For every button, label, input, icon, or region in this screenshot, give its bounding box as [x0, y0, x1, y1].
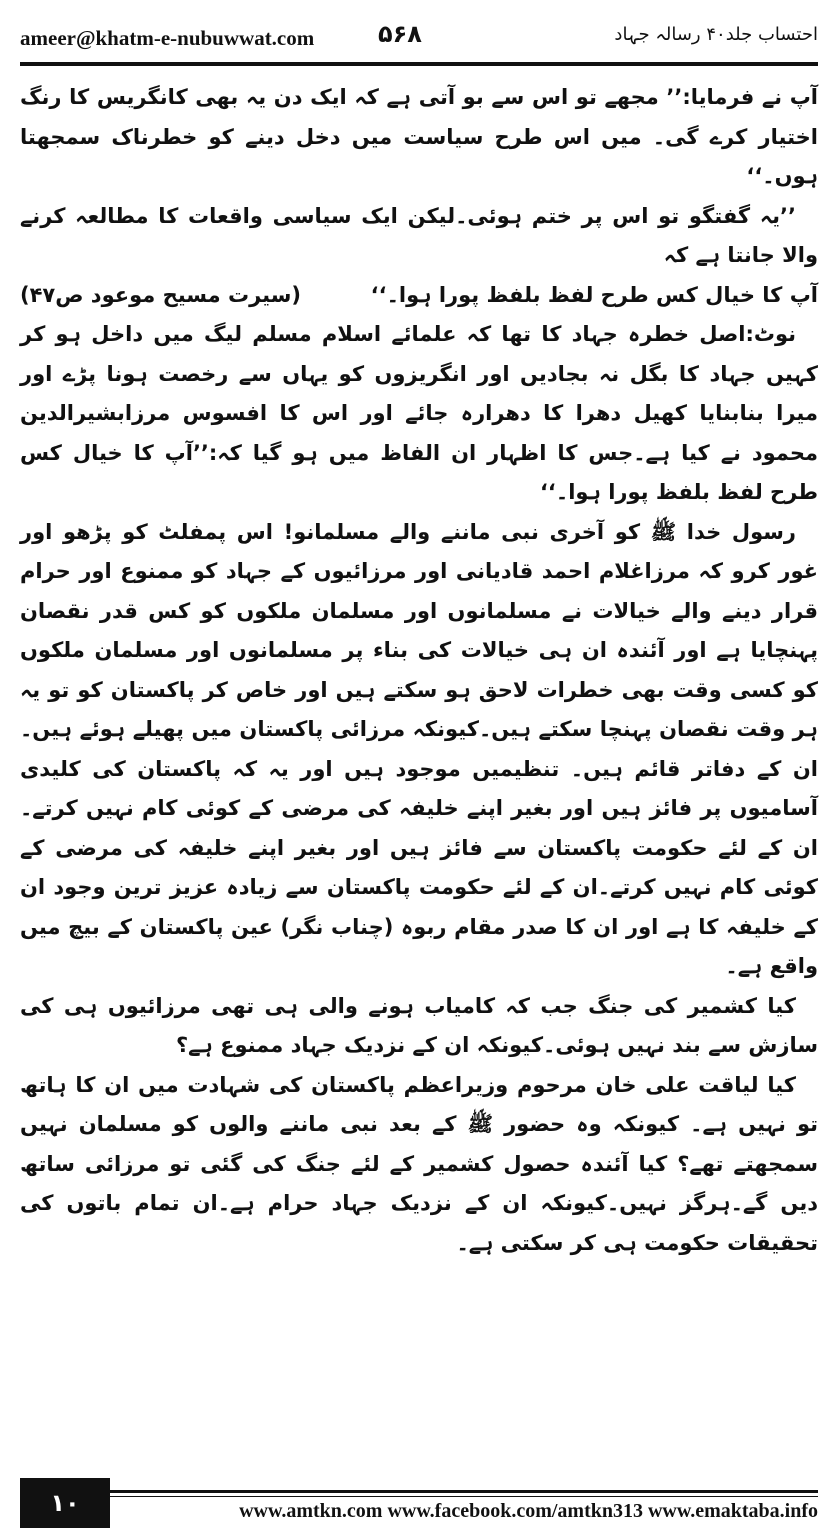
- footer-rule: [20, 1490, 818, 1493]
- footer-links: www.amtkn.com www.facebook.com/amtkn313 www.emaktaba.info: [239, 1500, 818, 1522]
- book-page-number: ۱۰: [20, 1478, 110, 1528]
- paragraph-conversation: ’’یہ گفتگو تو اس پر ختم ہوئی۔لیکن ایک سیاسی واقعات کا مطالعہ کرنے والا جانتا ہے کہ: [20, 203, 818, 267]
- paragraph-kashmir: کیا کشمیر کی جنگ جب کہ کامیاب ہونے والی ہی تھی مرزائیوں ہی کی سازش سے بند نہیں ہوئی۔کیونکہ ان کے نزدیک جہاد ممنوع ہے؟: [20, 993, 818, 1057]
- header-rule: [20, 62, 818, 66]
- paragraph-quote: آپ نے فرمایا:’’ مجھے تو اس سے بو آتی ہے کہ ایک دن یہ بھی کانگریس کا رنگ اختیار کرے گی۔ میں اس طرح سیاست میں دخل دینے کو خطرناک سمجھتا ہوں۔‘‘: [20, 85, 818, 188]
- footer-rule-thin: [20, 1496, 818, 1497]
- page-number: ۵۶۸: [378, 20, 422, 48]
- paragraph-appeal: رسول خدا ﷺ کو آخری نبی ماننے والے مسلمانو! اس پمفلٹ کو پڑھو اور غور کرو کہ مرزاغلام احمد قادیانی اور مرزائیوں کے جہاد کو ممنوع اور حرام قرار دینے والے خیالات نے مسلمانوں اور مسلمان ملکوں کو کس قدر نقصان پہنچایا ہے اور آئندہ ان ہی خیالات کی بناء پر مسلمانوں اور مسلمان ملکوں کو کسی وقت بھی خطرات لاحق ہو سکتے ہیں اور خاص کر پاکستان کو تو یہ ہر وقت نقصان پہنچا سکتے ہیں۔کیونکہ مرزائی پاکستان میں پھیلے ہوئے ہیں۔ان کے دفاتر قائم ہیں۔ تنظیمیں موجود ہیں اور یہ کہ پاکستان کی کلیدی آسامیوں پر فائز ہیں اور بغیر اپنے خلیفہ کی مرضی کے کوئی کام نہیں کرتے۔ان کے لئے حکومت پاکستان سے فائز ہیں اور بغیر اپنے خلیفہ کی مرضی کے کوئی کام نہیں کرتے۔ان کے لئے حکومت پاکستان سے زیادہ عزیز ترین وجود ان کے خلیفہ کا ہے اور ان کا صدر مقام ربوہ (چناب نگر) عین پاکستان کے بیچ میں واقع ہے۔: [20, 519, 818, 978]
- body-text: [20, 78, 818, 1468]
- citation-reference: (سیرت مسیح موعود ص۴۷): [20, 282, 301, 307]
- conversation-end-text: آپ کا خیال کس طرح لفظ بلفظ پورا ہوا۔‘‘: [370, 282, 818, 307]
- running-title: احتساب جلد۴۰ رسالہ جہاد: [614, 24, 818, 45]
- paragraph-liaquat: کیا لیاقت علی خان مرحوم وزیراعظم پاکستان کی شہادت میں ان کا ہاتھ تو نہیں ہے۔ کیونکہ وہ حضور ﷺ کے بعد نبی ماننے والوں کو مسلمان نہیں سمجھتے تھے؟ کیا آئندہ حصول کشمیر کے لئے جنگ کی گئی تو مرزائی ساتھ دیں گے۔ہرگز نہیں۔کیونکہ ان کے نزدیک جہاد حرام ہے۔ان تمام باتوں کی تحقیقات حکومت ہی کر سکتی ہے۔: [20, 1072, 818, 1255]
- paragraph-conversation-end: [20, 276, 818, 316]
- page-header: [20, 18, 818, 58]
- paragraph-note: نوٹ:اصل خطرہ جہاد کا تھا کہ علمائے اسلام مسلم لیگ میں داخل ہو کر کہیں جہاد کا بگل نہ بجادیں اور انگریزوں کو یہاں سے رخصت ہونا پڑے اور میرا بنابنایا کھیل دھرا کا دھرارہ جائے اور اس کا افسوس مرزابشیرالدین محمود نے کیا ہے۔جس کا اظہار ان الفاظ میں ہو گیا کہ:’’آپ کا خیال کس طرح لفظ بلفظ پورا ہوا۔‘‘: [20, 322, 818, 504]
- header-email: ameer@khatm-e-nubuwwat.com: [20, 26, 315, 50]
